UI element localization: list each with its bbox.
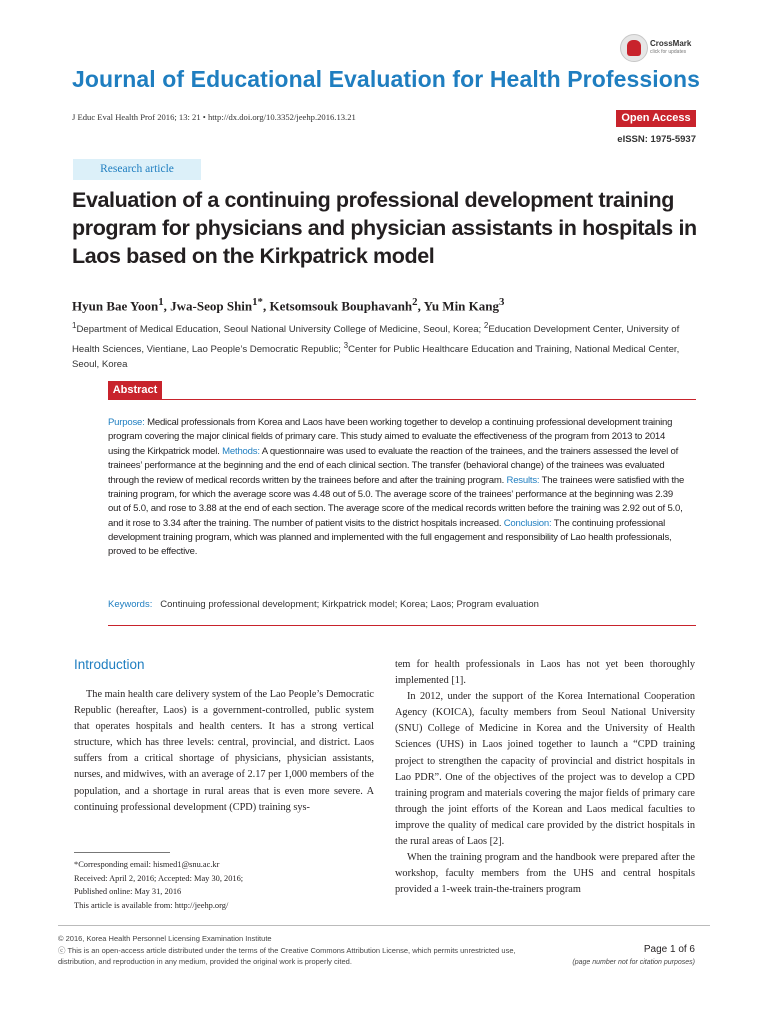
body-column-right: [395, 657, 695, 898]
affiliation-mark: 2: [483, 321, 489, 330]
published-date: Published online: May 31, 2016: [74, 887, 182, 896]
section-heading-introduction: Introduction: [74, 657, 145, 672]
abstract-text: [108, 416, 688, 560]
affiliation-text: Education Development Center, University of Health Sciences, Vientiane, Lao People’s Democratic Republic;: [72, 324, 680, 355]
abstract-section-text: A questionnaire was used to evaluate the reaction of the trainees, and the trainers assessed the level of trainees’ performance at the beginning and the end of each clinical section. The transfer (behavioral change) of the trainees was evaluated through the review of medical records written by the trainees before and after the training program.: [108, 445, 679, 486]
affiliation-mark: 1: [72, 321, 77, 330]
abstract-section-text: The continuing professional development training program, which was planned and implemented with the full engagement and responsibility of Lao health professionals, proved to be effective.: [108, 517, 672, 558]
keywords: [108, 599, 696, 610]
keywords-label: Keywords:: [108, 599, 153, 610]
crossmark-label: CrossMark: [650, 39, 692, 48]
article-title: Evaluation of a continuing professional development training program for physicians and physician assistants in hospitals in Laos based on the Kirkpatrick model: [72, 188, 697, 268]
author-affiliation-mark: 3: [499, 296, 505, 308]
crossmark-sub: click for updates: [650, 49, 687, 55]
received-dates: Received: April 2, 2016; Accepted: May 30, 2016;: [74, 873, 244, 883]
author-name: Ketsomsouk Bouphavanh: [269, 298, 413, 314]
copyright-notice: [58, 933, 528, 968]
author-affiliation-mark: 2: [412, 296, 418, 308]
abstract-section-label: Conclusion:: [503, 517, 552, 529]
body-column-left: [74, 687, 374, 816]
copyright-line: © 2016, Korea Health Personnel Licensing Examination Institute: [58, 934, 272, 943]
page-number-note: (page number not for citation purposes): [572, 959, 695, 966]
license-text: [58, 945, 528, 968]
author-name: Yu Min Kang: [423, 298, 500, 314]
cc-icon: ⓒ: [58, 945, 68, 955]
author-affiliation-mark: 1*: [252, 296, 263, 308]
author-name: Jwa-Seop Shin: [170, 298, 253, 314]
affiliations: [72, 318, 700, 373]
crossmark-icon: [620, 34, 648, 62]
body-paragraph: In 2012, under the support of the Korea International Cooperation Agency (KOICA), faculty members from Seoul National University (SNU) College of Medicine in Korea and the University of Health Sciences (UHS) in Laos joined together to launch a “CPD training project to strengthen the capacity of provincial and district hospitals in Lao PDR”. One of the objectives of the project was to develop a CPD training program and materials covering the major fields of primary care through the joint efforts of the Korean and Laos medical faculties to improve the quality of medical care provided by the district hospitals in the rural areas of Laos [2].: [395, 691, 695, 848]
abstract-label: Abstract: [108, 381, 162, 400]
footnote-rule: [74, 852, 170, 853]
affiliation-text: Department of Medical Education, Seoul National University College of Medicine, Seoul, Korea;: [76, 324, 484, 336]
body-paragraph: tem for health professionals in Laos has not yet been thoroughly implemented [1].: [395, 659, 695, 687]
license-line: This is an open-access article distributed under the terms of the Creative Commons Attribution License, which permits unrestricted use, distribution, and reproduction in any medium, provided the original work is properly cited.: [58, 945, 516, 966]
abstract-section-label: Purpose:: [108, 417, 145, 428]
availability-note: This article is available from: http://jeehp.org/: [74, 900, 229, 910]
eissn: eISSN: 1975-5937: [617, 134, 696, 145]
open-access-badge: Open Access: [616, 110, 696, 127]
abstract-top-rule: [108, 399, 696, 400]
abstract-section-label: Results:: [506, 474, 540, 486]
affiliation-mark: 3: [343, 340, 349, 350]
body-paragraph: When the training program and the handbook were prepared after the workshop, faculty members from the UHS and central hospitals provided a 1-week train-the-trainers program: [395, 852, 695, 896]
keywords-list: Continuing professional development; Kirkpatrick model; Korea; Laos; Program evaluation: [160, 599, 539, 610]
body-paragraph: The main health care delivery system of the Lao People’s Democratic Republic (hereafter, Laos) is a government-controlled, public system that operates hospitals and health centers. It has a strong vertical structure, which has three levels: central, provincial, and district. Laos suffers from a critical shortage of physicians, physician assistants, nurses, and midwives, with an average of 2.17 per 1,000 members of the population, and a shortage in rural areas that is even more severe. A continuing professional development (CPD) training sys-: [74, 689, 374, 813]
journal-title: Journal of Educational Evaluation for Health Professions: [72, 66, 700, 92]
footnotes: [74, 858, 374, 912]
author-affiliation-mark: 1: [158, 296, 164, 308]
author-name: Hyun Bae Yoon: [72, 298, 159, 314]
abstract-section-label: Methods:: [222, 445, 260, 457]
citation-line: J Educ Eval Health Prof 2016; 13: 21 • http://dx.doi.org/10.3352/jeehp.2016.13.21: [72, 112, 356, 122]
abstract-section-text: Medical professionals from Korea and Laos have been working together to develop a continuing professional development training program covering the major clinical fields of primary care. This study aimed to evaluate the effectiveness of the program from 2013 to 2014 using the Kirkpatrick model.: [108, 417, 673, 457]
article-type-label: Research article: [73, 159, 201, 180]
corresponding-email: *Corresponding email: hismed1@snu.ac.kr: [74, 860, 220, 869]
affiliation-text: Center for Public Healthcare Education and Training, National Medical Center, Seoul, Korea: [72, 343, 680, 371]
author-list: Hyun Bae Yoon$^1$, Jwa-Seop Shin$^{1*}$, Ketsomsouk Bouphavanh$^2$, Yu Min Kang$^3$: [72, 296, 505, 314]
crossmark-badge[interactable]: [620, 34, 700, 64]
page-number: Page 1 of 6: [643, 944, 695, 955]
abstract-section-text: The trainees were satisfied with the training program, for which the average score was 4.48 out of 5.0. The average score of the trainees’ performance at the beginning was 2.39 out of 5.0, and rose to 3.88 at the end of each section. The average score of the medical records written before the training was 2.92 out of 5.0, and it rose to 3.34 after the training. The number of patient visits to the district hospitals increased.: [108, 474, 685, 529]
footer-rule: [58, 925, 710, 926]
abstract-bottom-rule: [108, 625, 696, 626]
